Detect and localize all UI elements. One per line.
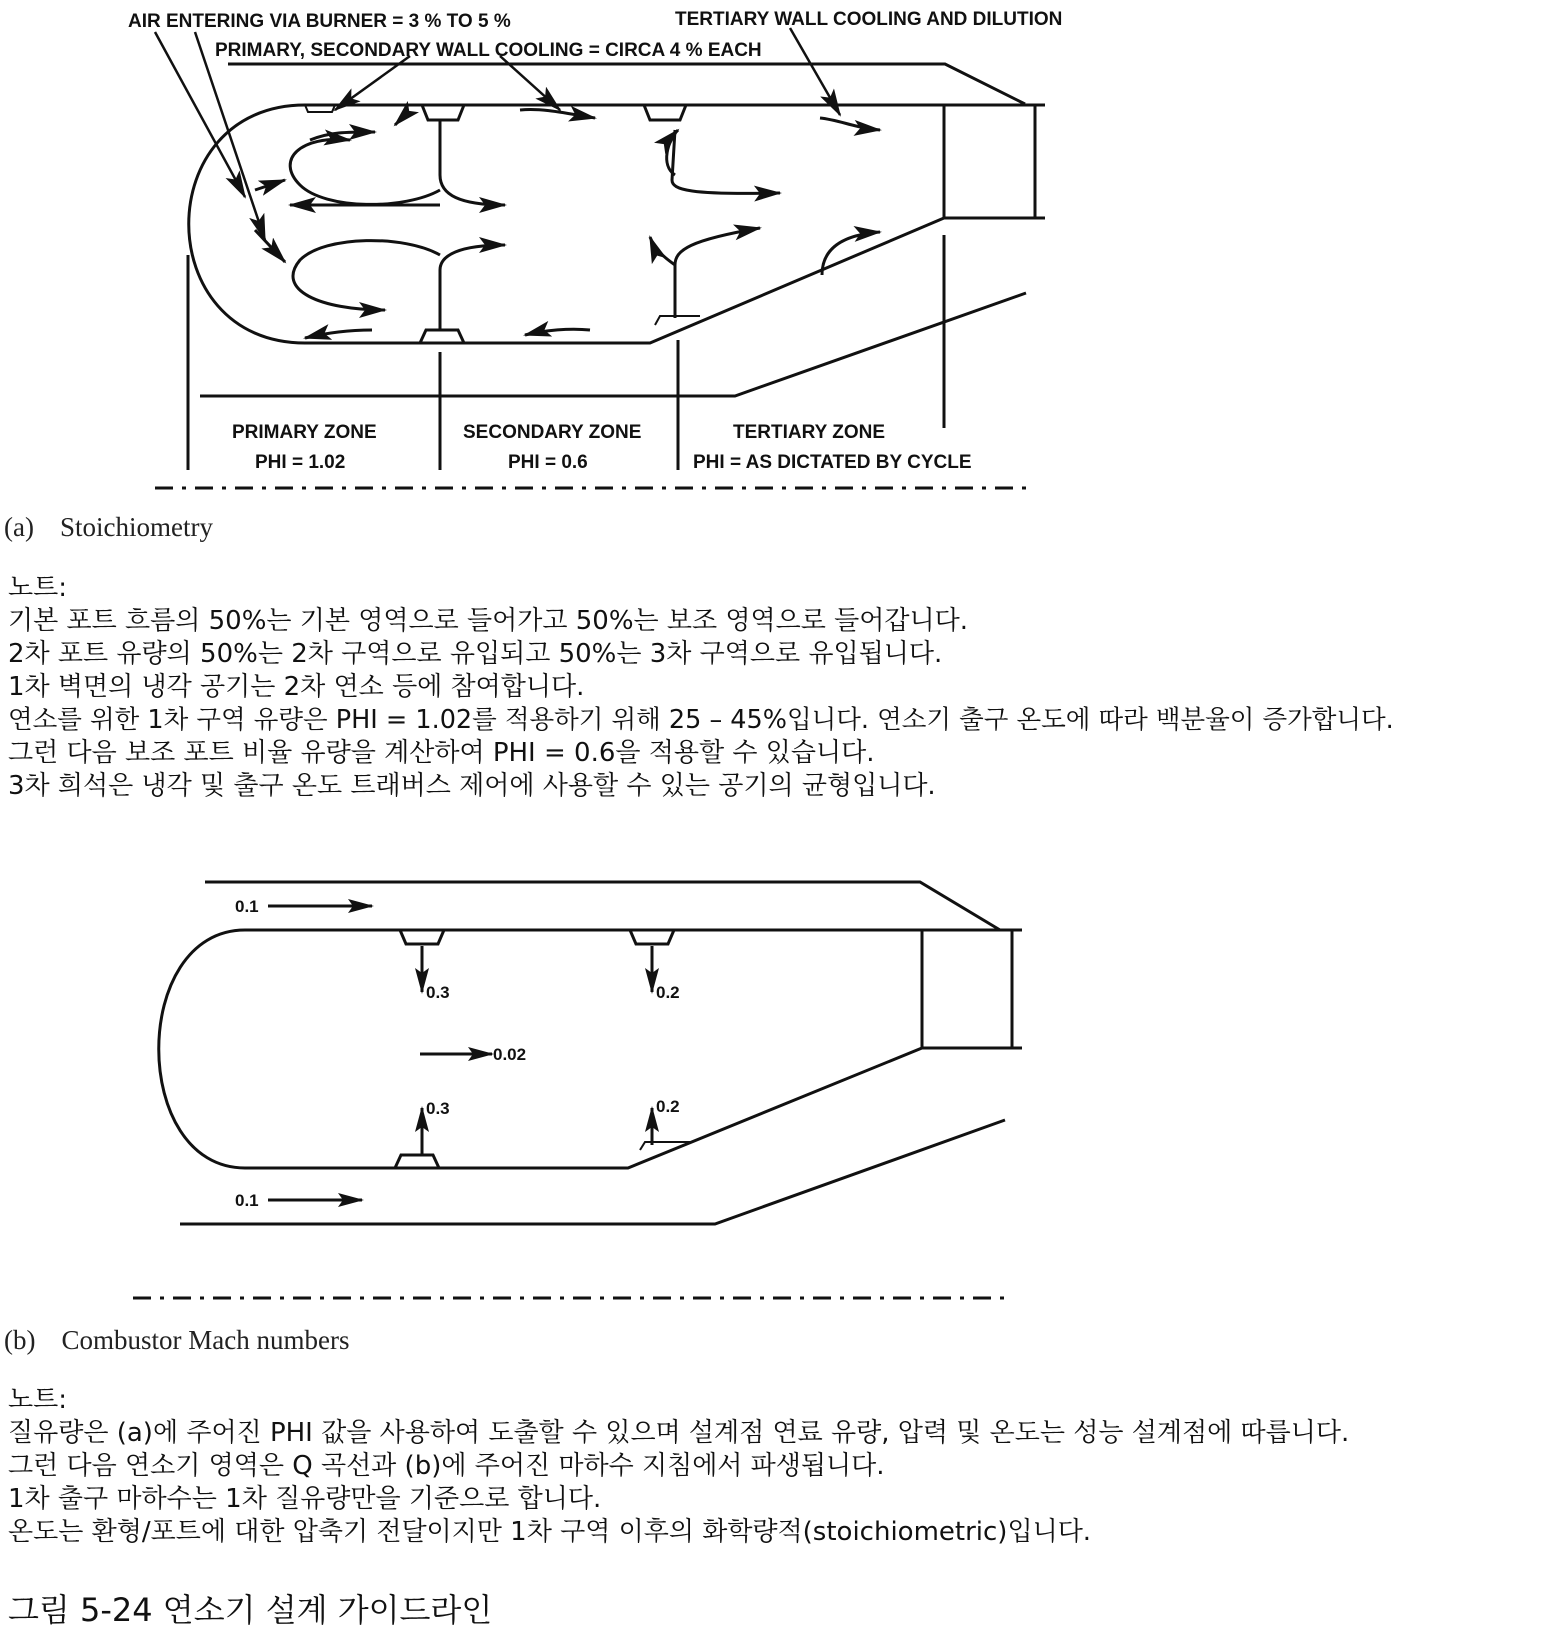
notes-a-line: 연소를 위한 1차 구역 유량은 PHI = 1.02를 적용하기 위해 25 – 45%입니다. 연소기 출구 온도에 따라 백분율이 증가합니다.: [8, 705, 1394, 735]
primary-zone-label: PRIMARY ZONE: [232, 422, 377, 443]
air-burner-label: AIR ENTERING VIA BURNER = 3 % TO 5 %: [128, 11, 511, 32]
mach-core-flow: 0.02: [493, 1045, 527, 1064]
caption-b-tag: (b): [4, 1325, 36, 1355]
mach-primary-port-bottom: 0.3: [426, 1099, 450, 1118]
exit-duct: [922, 930, 1012, 1048]
secondary-zone-label: SECONDARY ZONE: [463, 422, 642, 443]
notes-b-line: 온도는 환형/포트에 대한 압축기 전달이지만 1차 구역 이후의 화학량적(stoichiometric)입니다.: [8, 1517, 1092, 1547]
mach-annulus-top: 0.1: [235, 897, 259, 916]
mach-secondary-port-top: 0.2: [656, 983, 680, 1002]
caption-a-tag: (a): [4, 512, 34, 542]
caption-b-text: Combustor Mach numbers: [61, 1325, 350, 1355]
figure-title: 그림 5-24 연소기 설계 가이드라인: [8, 1591, 493, 1629]
outer-casing-bottom: [180, 1120, 1005, 1224]
notes-a-line: 기본 포트 흐름의 50%는 기본 영역으로 들어가고 50%는 보조 영역으로 들어갑니다.: [8, 606, 968, 636]
liner-wall: [159, 930, 1022, 1168]
caption-a: [4, 512, 213, 543]
exit-duct: [944, 105, 1035, 218]
notes-b-heading: 노트:: [8, 1385, 67, 1415]
notes-a: [8, 572, 1394, 803]
notes-b: [8, 1384, 1349, 1549]
notes-a-line: 2차 포트 유량의 50%는 2차 구역으로 유입되고 50%는 3차 구역으로 유입됩니다.: [8, 639, 943, 669]
notes-a-heading: 노트:: [8, 573, 67, 603]
tertiary-cooling-label: TERTIARY WALL COOLING AND DILUTION: [675, 9, 1063, 30]
outer-casing-top: [228, 64, 1025, 104]
caption-a-text: Stoichiometry: [59, 512, 213, 542]
mach-annulus-bottom: 0.1: [235, 1191, 259, 1210]
notes-a-line: 3차 희석은 냉각 및 출구 온도 트래버스 제어에 사용할 수 있는 공기의 균형입니다.: [8, 771, 936, 801]
secondary-phi-label: PHI = 0.6: [508, 452, 588, 473]
primary-phi-label: PHI = 1.02: [255, 452, 346, 473]
mach-primary-port-top: 0.3: [426, 983, 450, 1002]
stoichiometry-diagram: [0, 0, 1100, 495]
mach-secondary-port-bottom: 0.2: [656, 1097, 680, 1116]
notes-b-line: 그런 다음 연소기 영역은 Q 곡선과 (b)에 주어진 마하수 지침에서 파생됩니다.: [8, 1451, 885, 1481]
notes-a-line: 1차 벽면의 냉각 공기는 2차 연소 등에 참여합니다.: [8, 672, 585, 702]
mach-number-diagram: [0, 870, 1100, 1310]
primary-secondary-cooling-label: PRIMARY, SECONDARY WALL COOLING = CIRCA 4 % EACH: [215, 40, 762, 61]
notes-b-line: 질유량은 (a)에 주어진 PHI 값을 사용하여 도출할 수 있으며 설계점 연료 유량, 압력 및 온도는 성능 설계점에 따릅니다.: [8, 1418, 1350, 1448]
caption-b: [4, 1325, 349, 1356]
notes-a-line: 그런 다음 보조 포트 비율 유량을 계산하여 PHI = 0.6을 적용할 수 있습니다.: [8, 738, 875, 768]
tertiary-phi-label: PHI = AS DICTATED BY CYCLE: [693, 452, 972, 473]
tertiary-zone-label: TERTIARY ZONE: [733, 422, 886, 443]
notes-b-line: 1차 출구 마하수는 1차 질유량만을 기준으로 합니다.: [8, 1484, 602, 1514]
